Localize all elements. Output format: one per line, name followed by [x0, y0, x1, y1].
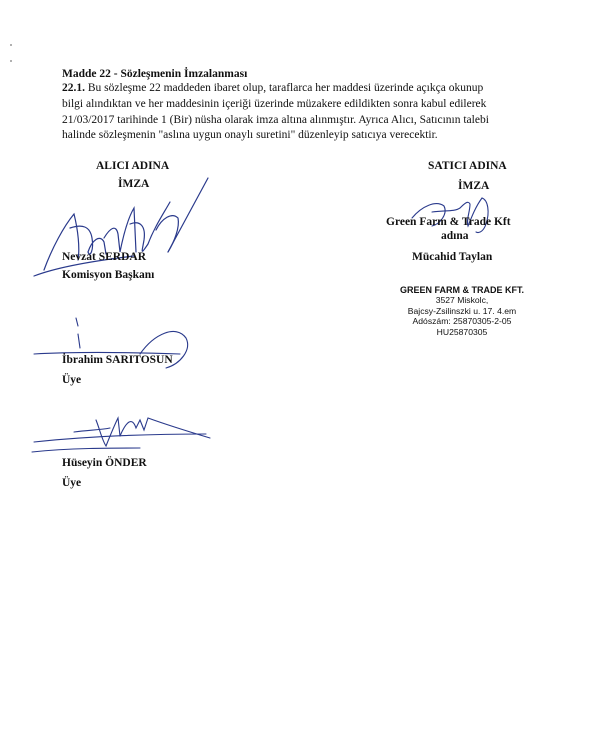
stamp-line: Bajcsy-Zsilinszki u. 17. 4.em [407, 305, 517, 316]
article-paragraph [62, 81, 552, 144]
company-stamp [366, 285, 558, 337]
signer-2-name: İbrahim SARITOSUN [62, 354, 173, 366]
paragraph-line-2: bilgi alındıktan ve her maddesinin içeriği üzerinde müzakere edildikten sonra kabul edilerek [62, 97, 487, 110]
stamp-line: Adószám: 25870305-2-05 [412, 316, 512, 327]
stamp-title: GREEN FARM & TRADE KFT. [399, 285, 524, 295]
margin-dot [10, 44, 12, 46]
buyer-heading: ALICI ADINA [96, 160, 170, 172]
seller-sign-label: İMZA [458, 180, 490, 192]
seller-on-behalf: adına [441, 230, 469, 242]
seller-representative: Mücahid Taylan [412, 251, 493, 263]
paragraph-line-3: 21/03/2017 tarihinde 1 (Bir) nüsha olarak imza altına alınmıştır. Ayrıca Alıcı, Satıcının talebi [62, 113, 489, 126]
signer-3-name: Hüseyin ÖNDER [62, 457, 147, 469]
signer-1-role: Komisyon Başkanı [62, 269, 155, 281]
paragraph-line-4: halinde sözleşmenin "aslına uygun onaylı suretini" düzenleyip satıcıya verecektir. [62, 129, 438, 142]
buyer-sign-label: İMZA [118, 178, 150, 190]
signature-ibrahim-saritosun [30, 314, 200, 376]
stamp-line: 3527 Miskolc, [435, 295, 489, 306]
signer-3-role: Üye [62, 477, 82, 489]
stamp-line: HU25870305 [436, 326, 488, 337]
article-heading: Madde 22 - Sözleşmenin İmzalanması [62, 68, 248, 80]
article-number: 22.1. [62, 82, 85, 94]
signer-1-name: Nevzat SERDAR [62, 251, 147, 263]
signature-huseyin-onder [30, 408, 220, 460]
paragraph-line-1: 22.1. Bu sözleşme 22 maddeden ibaret olup, taraflarca her maddesi üzerinde açıkça okunup [62, 82, 484, 94]
margin-dot [10, 60, 12, 62]
seller-company: Green Farm & Trade Kft [386, 216, 511, 228]
seller-heading: SATICI ADINA [428, 160, 507, 172]
signer-2-role: Üye [62, 374, 82, 386]
